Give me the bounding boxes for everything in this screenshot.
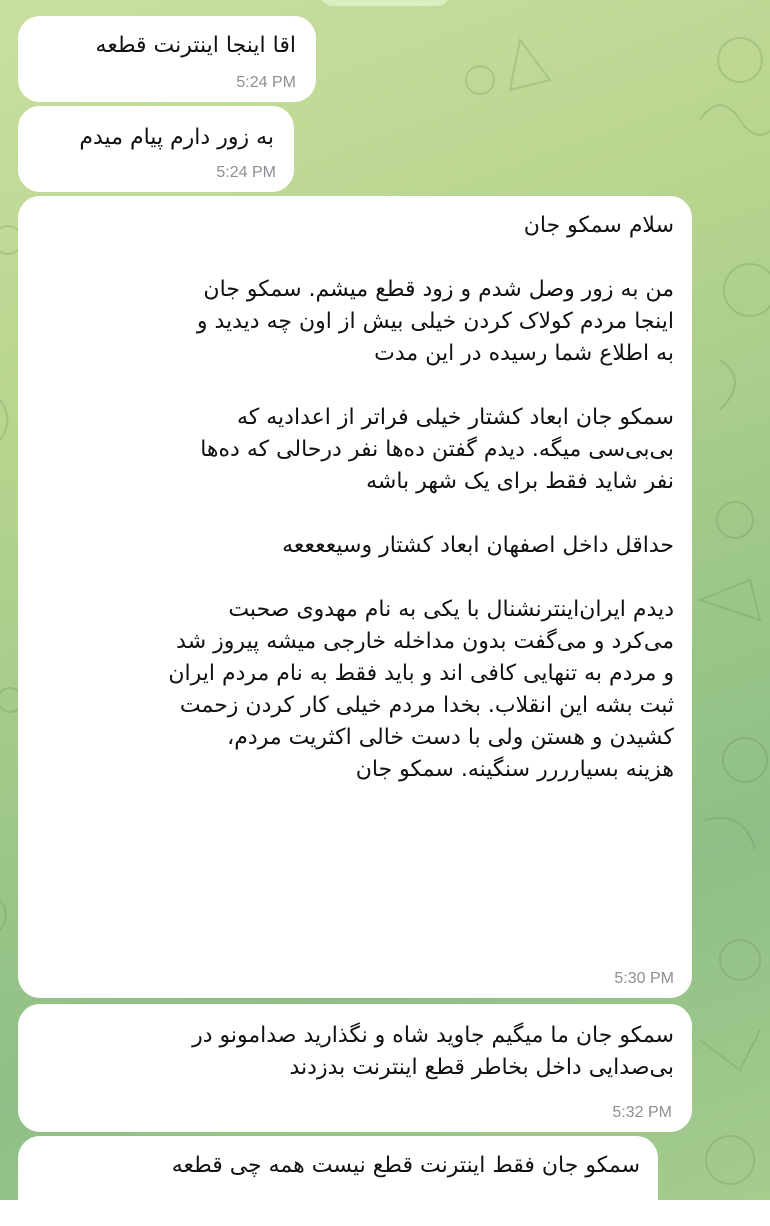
message-text: سمکو جان ما میگیم جاوید شاه و نگذارید صدامونو در بی‌صدایی داخل بخاطر قطع اینترنت بدزدند bbox=[192, 1023, 674, 1080]
message-time: 5:24 PM bbox=[216, 164, 276, 181]
message-bubble[interactable] bbox=[18, 106, 294, 192]
message-text: به زور دارم پیام میدم bbox=[79, 125, 274, 150]
message-time: 5:24 PM bbox=[236, 74, 296, 91]
message-bubble[interactable] bbox=[18, 1136, 658, 1226]
message-text: سلام سمکو جان من به زور وصل شدم و زود قطع میشم. سمکو جان اینجا مردم کولاک کردن خیلی بیش از اون چه دیدید و به اطلاع شما رسیده در این مدت سمکو جان ابعاد کشتار خیلی فراتر از اعدادیه که بی‌بی‌سی میگه. دیدم گفتن ده‌ها نفر درحالی که ده‌ها نفر شاید فقط برای یک شهر باشه حداقل داخل اصفهان ابعاد کشتار وسیععععه دیدم ایران‌اینترنشنال با یکی به نام مهدوی صحبت می‌کرد و می‌گفت بدون مداخله خارجی میشه پیروز شد و مردم به تنهایی کافی اند و باید فقط به نام مردم ایران ثبت بشه این انقلاب. بخدا مردم خیلی کار کردن زحمت کشیدن و هستن ولی با دست خالی اکثریت مردم، هزینه بسیارررر سنگینه. سمکو جان bbox=[168, 213, 674, 782]
message-text: سمکو جان فقط اینترنت قطع نیست همه چی قطعه bbox=[171, 1153, 640, 1178]
message-text: اقا اینجا اینترنت قطعه bbox=[95, 33, 296, 58]
message-time: 5:30 PM bbox=[614, 970, 674, 987]
message-time: 5:32 PM bbox=[612, 1104, 672, 1121]
previous-bubble-edge bbox=[320, 0, 450, 6]
message-bubble[interactable] bbox=[18, 1004, 692, 1132]
message-bubble[interactable] bbox=[18, 16, 316, 102]
message-bubble[interactable] bbox=[18, 196, 692, 998]
